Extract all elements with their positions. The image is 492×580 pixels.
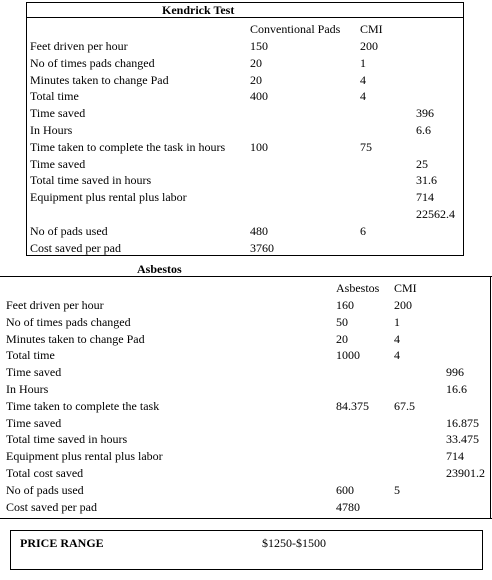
asbestos-table-bottom-border bbox=[0, 518, 492, 519]
asbestos-title-rule bbox=[0, 276, 492, 277]
kendrick-header-conventional-pads: Conventional Pads bbox=[250, 22, 341, 36]
asbestos-row-value-col1: 84.375 bbox=[336, 398, 369, 413]
asbestos-row-value-col3: 33.475 bbox=[446, 432, 479, 447]
asbestos-row-label: Time saved bbox=[6, 415, 62, 430]
asbestos-row-value-col2: 200 bbox=[394, 298, 412, 312]
asbestos-title: Asbestos bbox=[137, 262, 182, 276]
asbestos-row-label: Total time bbox=[6, 348, 55, 363]
asbestos-row-value-col1: 1000 bbox=[336, 348, 360, 363]
kendrick-row-label: Time saved bbox=[30, 156, 86, 171]
kendrick-row-value-col1: 150 bbox=[250, 39, 268, 53]
asbestos-row-value-col2: 1 bbox=[394, 314, 400, 329]
asbestos-table-right-border bbox=[490, 276, 491, 518]
asbestos-row-label: Total time saved in hours bbox=[6, 432, 128, 447]
kendrick-row-value-col2: 6 bbox=[360, 223, 366, 238]
kendrick-row-label: In Hours bbox=[30, 123, 73, 137]
asbestos-header-asbestos: Asbestos bbox=[336, 281, 380, 295]
kendrick-row-label: Feet driven per hour bbox=[30, 39, 128, 53]
price-range-value: $1250-$1500 bbox=[262, 536, 326, 550]
kendrick-row-label: Minutes taken to change Pad bbox=[30, 72, 169, 87]
kendrick-row-value-col2: 75 bbox=[360, 139, 372, 154]
asbestos-row-value-col1: 600 bbox=[336, 482, 354, 497]
asbestos-row-label: Cost saved per pad bbox=[6, 499, 97, 514]
kendrick-row-value-col3: 396 bbox=[416, 106, 434, 121]
kendrick-row-label: Total time bbox=[30, 89, 79, 104]
asbestos-row-value-col3: 714 bbox=[446, 449, 464, 464]
asbestos-row-label: Equipment plus rental plus labor bbox=[6, 449, 163, 464]
kendrick-row-value-col3: 714 bbox=[416, 190, 434, 205]
asbestos-row-label: Minutes taken to change Pad bbox=[6, 331, 145, 346]
kendrick-row-value-col1: 20 bbox=[250, 55, 262, 70]
asbestos-row-value-col1: 50 bbox=[336, 314, 348, 329]
asbestos-row-label: In Hours bbox=[6, 382, 49, 396]
asbestos-header-cmi: CMI bbox=[394, 281, 417, 295]
kendrick-row-value-col3: 22562.4 bbox=[416, 207, 455, 221]
asbestos-row-value-col3: 23901.2 bbox=[446, 466, 485, 480]
kendrick-row-value-col1: 100 bbox=[250, 139, 268, 154]
kendrick-row-label: Equipment plus rental plus labor bbox=[30, 190, 187, 205]
asbestos-row-label: No of pads used bbox=[6, 482, 84, 497]
asbestos-row-value-col3: 16.875 bbox=[446, 415, 479, 430]
asbestos-row-label: Time saved bbox=[6, 365, 62, 380]
kendrick-row-label: Time saved bbox=[30, 106, 86, 121]
kendrick-row-value-col3: 6.6 bbox=[416, 123, 431, 137]
kendrick-row-label: Cost saved per pad bbox=[30, 240, 121, 255]
asbestos-row-value-col2: 5 bbox=[394, 482, 400, 497]
kendrick-row-value-col2: 4 bbox=[360, 72, 366, 87]
kendrick-row-value-col1: 400 bbox=[250, 89, 268, 104]
asbestos-row-label: Time taken to complete the task bbox=[6, 398, 160, 413]
kendrick-title: Kendrick Test bbox=[162, 3, 235, 17]
asbestos-row-value-col2: 4 bbox=[394, 348, 400, 363]
kendrick-row-value-col2: 200 bbox=[360, 39, 378, 53]
kendrick-row-value-col1: 3760 bbox=[250, 240, 274, 255]
kendrick-row-value-col3: 25 bbox=[416, 156, 428, 171]
kendrick-row-value-col3: 31.6 bbox=[416, 173, 437, 188]
asbestos-row-label: Feet driven per hour bbox=[6, 298, 104, 312]
kendrick-row-label: No of times pads changed bbox=[30, 55, 155, 70]
asbestos-row-value-col2: 67.5 bbox=[394, 398, 415, 413]
kendrick-row-value-col1: 20 bbox=[250, 72, 262, 87]
kendrick-row-label: No of pads used bbox=[30, 223, 108, 238]
asbestos-row-value-col1: 160 bbox=[336, 298, 354, 312]
asbestos-row-value-col3: 996 bbox=[446, 365, 464, 380]
asbestos-row-value-col2: 4 bbox=[394, 331, 400, 346]
kendrick-row-label: Total time saved in hours bbox=[30, 173, 152, 188]
kendrick-row-value-col2: 1 bbox=[360, 55, 366, 70]
kendrick-header-cmi: CMI bbox=[360, 22, 383, 36]
asbestos-row-value-col1: 20 bbox=[336, 331, 348, 346]
asbestos-row-label: No of times pads changed bbox=[6, 314, 131, 329]
asbestos-row-label: Total cost saved bbox=[6, 466, 84, 480]
asbestos-row-value-col3: 16.6 bbox=[446, 382, 467, 396]
kendrick-title-rule bbox=[26, 17, 464, 18]
price-range-label: PRICE RANGE bbox=[20, 536, 104, 550]
kendrick-row-value-col1: 480 bbox=[250, 223, 268, 238]
kendrick-row-label: Time taken to complete the task in hours bbox=[30, 139, 226, 154]
kendrick-row-value-col2: 4 bbox=[360, 89, 366, 104]
asbestos-row-value-col1: 4780 bbox=[336, 499, 360, 514]
